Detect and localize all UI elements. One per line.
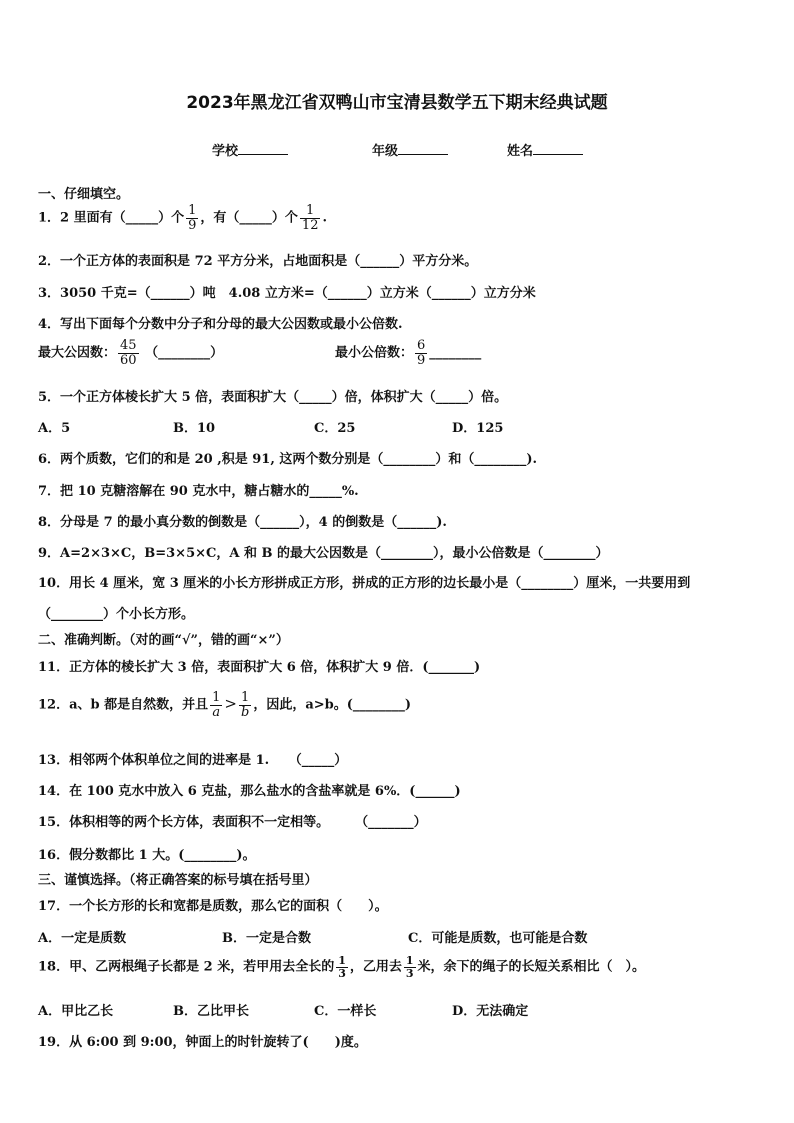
page-title: 2023年黑龙江省双鸭山市宝清县数学五下期末经典试题 bbox=[186, 93, 608, 113]
q5-option-d: D．125 bbox=[452, 421, 504, 436]
question-16: 16．假分数都比 1 大。(________)。 bbox=[38, 848, 256, 863]
school-label: 学校 bbox=[212, 144, 239, 159]
question-2: 2．一个正方体的表面积是 72 平方分米，占地面积是（______）平方分米。 bbox=[38, 254, 478, 269]
school-field bbox=[212, 140, 288, 159]
question-1 bbox=[38, 204, 327, 232]
q4a-denominator: 60 bbox=[120, 352, 137, 368]
q4b-fraction bbox=[415, 339, 427, 367]
q1-f2-denominator: 12 bbox=[301, 217, 319, 233]
q4a-label: 最大公因数： bbox=[38, 345, 117, 361]
q1-text-c: . bbox=[322, 210, 327, 226]
q1-f2-numerator: 1 bbox=[300, 204, 321, 219]
q18-option-c: C．一样长 bbox=[314, 1004, 377, 1019]
grade-label: 年级 bbox=[372, 144, 399, 159]
q5-option-b: B．10 bbox=[173, 421, 216, 436]
question-12 bbox=[38, 691, 411, 719]
q12-fraction-1 bbox=[210, 691, 222, 719]
q1-fraction-1 bbox=[186, 204, 198, 232]
q12-greater-than: > bbox=[224, 694, 237, 713]
question-14: 14．在 100 克水中放入 6 克盐，那么盐水的含盐率就是 6%．(______) bbox=[38, 784, 461, 799]
q17-option-a: A．一定是质数 bbox=[38, 931, 127, 946]
q1-fraction-2 bbox=[300, 204, 321, 232]
q4a-blank: （________） bbox=[145, 345, 224, 361]
q18-text-c: 米，余下的绳子的长短关系相比（ ）。 bbox=[417, 959, 646, 975]
q18-f1-denominator: 3 bbox=[338, 966, 346, 980]
question-4b bbox=[335, 339, 481, 367]
q12-fraction-2 bbox=[239, 691, 251, 719]
question-15: 15．体积相等的两个长方体，表面积不一定相等。 （_______） bbox=[38, 815, 427, 830]
q4b-label: 最小公倍数： bbox=[335, 345, 414, 361]
q12-text-b: ，因此，a>b。(________) bbox=[253, 697, 412, 713]
q18-text-a: 18．甲、乙两根绳子长都是 2 米，若甲用去全长的 bbox=[38, 959, 335, 975]
q5-option-c: C．25 bbox=[314, 421, 356, 436]
grade-blank bbox=[398, 142, 448, 155]
q4a-numerator: 45 bbox=[120, 338, 137, 353]
name-label: 姓名 bbox=[507, 144, 534, 159]
q18-f2-denominator: 3 bbox=[405, 966, 414, 980]
section-2-heading: 二、准确判断。（对的画“√”，错的画“×”） bbox=[38, 633, 289, 648]
q18-fraction-1 bbox=[336, 955, 348, 979]
q18-f1-numerator: 1 bbox=[338, 954, 346, 967]
question-4a bbox=[38, 339, 223, 367]
question-7: 7．把 10 克糖溶解在 90 克水中，糖占糖水的_____%. bbox=[38, 484, 359, 499]
section-3-heading: 三、谨慎选择。（将正确答案的标号填在括号里） bbox=[38, 873, 318, 888]
question-3: 3．3050 千克=（______）吨 4.08 立方米=（______）立方米（______）立方分米 bbox=[38, 286, 536, 301]
question-10-line-1: 10．用长 4 厘米，宽 3 厘米的小长方形拼成正方形，拼成的正方形的边长最小是（________）厘米，一共要用到 bbox=[38, 576, 691, 591]
q4a-fraction bbox=[118, 339, 139, 367]
question-18 bbox=[38, 955, 645, 979]
question-4: 4．写出下面每个分数中分子和分母的最大公因数或最小公倍数. bbox=[38, 317, 403, 332]
q12-f2-denominator: b bbox=[241, 704, 250, 720]
q18-option-d: D．无法确定 bbox=[452, 1004, 529, 1019]
q12-f2-numerator: 1 bbox=[239, 691, 251, 706]
section-1-heading: 一、仔细填空。 bbox=[38, 187, 130, 202]
q1-f1-numerator: 1 bbox=[188, 203, 197, 218]
q17-option-b: B．一定是合数 bbox=[222, 931, 311, 946]
q18-f2-numerator: 1 bbox=[405, 954, 414, 967]
q4b-denominator: 9 bbox=[417, 352, 426, 368]
q1-f1-denominator: 9 bbox=[188, 217, 197, 233]
question-10-line-2: （________）个小长方形。 bbox=[38, 607, 195, 622]
q12-f1-denominator: a bbox=[212, 704, 221, 720]
question-8: 8．分母是 7 的最小真分数的倒数是（______），4 的倒数是（______). bbox=[38, 515, 447, 530]
question-5: 5．一个正方体棱长扩大 5 倍，表面积扩大（_____）倍，体积扩大（_____）倍。 bbox=[38, 390, 508, 405]
question-13: 13．相邻两个体积单位之间的进率是 1. （_____） bbox=[38, 753, 348, 768]
q4b-blank: ________ bbox=[429, 345, 482, 361]
q1-text-b: ，有（_____）个 bbox=[200, 210, 298, 226]
question-6: 6．两个质数，它们的和是 20 ,积是 91, 这两个数分别是（________）和（________). bbox=[38, 452, 538, 467]
question-9: 9．A=2×3×C，B=3×5×C，A 和 B 的最大公因数是（________），最小公倍数是（________） bbox=[38, 546, 609, 561]
q18-text-b: ，乙用去 bbox=[349, 959, 402, 975]
question-19: 19．从 6:00 到 9:00，钟面上的时针旋转了( )度。 bbox=[38, 1035, 367, 1050]
q18-option-b: B．乙比甲长 bbox=[173, 1004, 249, 1019]
q1-text-a: 1．2 里面有（_____）个 bbox=[38, 210, 185, 226]
q4b-numerator: 6 bbox=[417, 338, 426, 353]
q18-fraction-2 bbox=[404, 955, 416, 979]
name-field bbox=[507, 140, 583, 159]
q17-option-c: C．可能是质数，也可能是合数 bbox=[408, 931, 588, 946]
school-blank bbox=[238, 142, 288, 155]
q12-text-a: 12．a、b 都是自然数，并且 bbox=[38, 697, 209, 713]
q5-option-a: A．5 bbox=[38, 421, 71, 436]
question-11: 11．正方体的棱长扩大 3 倍，表面积扩大 6 倍，体积扩大 9 倍．(_______) bbox=[38, 660, 481, 675]
q12-f1-numerator: 1 bbox=[212, 690, 221, 705]
q18-option-a: A．甲比乙长 bbox=[38, 1004, 114, 1019]
name-blank bbox=[533, 142, 583, 155]
grade-field bbox=[372, 140, 448, 159]
question-17: 17．一个长方形的长和宽都是质数，那么它的面积（ ）。 bbox=[38, 899, 388, 914]
